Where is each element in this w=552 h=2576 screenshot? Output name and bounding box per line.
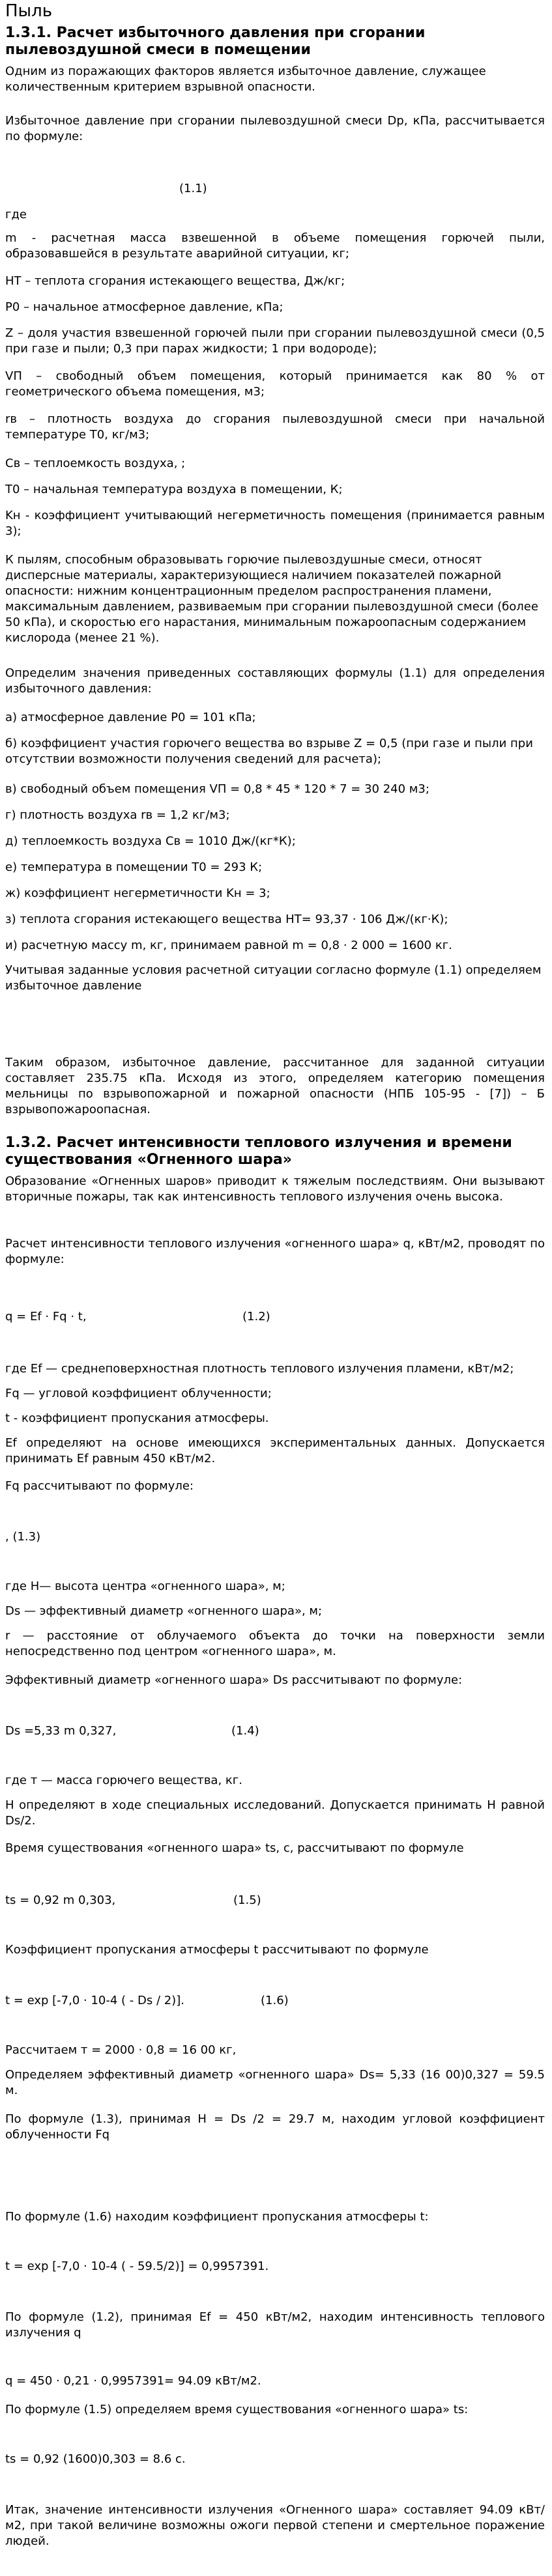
list-item: г) плотность воздуха rв = 1,2 кг/м3; xyxy=(5,808,230,822)
section-2-heading: 1.3.2. Расчет интенсивности теплового излучения и времени существования «Огненного шара» xyxy=(5,1135,512,1168)
definition-h: где H— высота центра «огненного шара», м; xyxy=(5,1579,285,1593)
paragraph: Таким образом, избыточное давление, рассчитанное для заданной ситуации составляет 235.75 кПа. Исходя из этого, определяем категорию помещения мельницы по взрывопожарной и пожарной опасности (НПБ 105-95 - [7]) – Б взрывопожароопасная. xyxy=(5,1056,545,1116)
paragraph: Избыточное давление при сгорании пылевоздушной смеси Dp, кПа, рассчитывается по формуле: xyxy=(5,114,545,143)
paragraph: Время существования «огненного шара» ts, c, рассчитывают по формуле xyxy=(5,1841,464,1855)
paragraph: Образование «Огненных шаров» приводит к тяжелым последствиям. Они вызывают вторичные пожары, так как интенсивность теплового излучения очень высока. xyxy=(5,1174,545,1204)
paragraph: По формуле (1.6) находим коэффициент пропускания атмосферы t: xyxy=(5,2210,429,2224)
formula-1-2: q = Ef · Fq · t, xyxy=(5,1310,87,1323)
definition-rho: rв – плотность воздуха до сгорания пылевоздушной смеси при начальной температуре T0, кг/м3; xyxy=(5,412,545,442)
definition-vp: VП – свободный объем помещения, который принимается как 80 % от геометрического объема помещения, м3; xyxy=(5,369,545,399)
definition-z: Z – доля участия взвешенной горючей пыли при сгорании пылевоздушной смеси (0,5 при газе и пыли; 0,3 при парах жидкости; 1 при водороде); xyxy=(5,326,545,356)
list-item: а) атмосферное давление P0 = 101 кПа; xyxy=(5,711,256,724)
formula-1-5: ts = 0,92 m 0,303, xyxy=(5,1893,116,1907)
paragraph: Одним из поражающих факторов является избыточное давление, служащее количественным критерием взрывной опасности. xyxy=(5,64,486,94)
paragraph: Расчет интенсивности теплового излучения «огненного шара» q, кВт/м2, проводят по формуле: xyxy=(5,1237,545,1266)
paragraph: Определяем эффективный диаметр «огненного шара» Ds= 5,33 (16 00)0,327 = 59.5 м. xyxy=(5,2068,545,2097)
calculation-tau: t = exp [-7,0 · 10-4 ( - 59.5/2)] = 0,9957391. xyxy=(5,2259,269,2273)
list-item: ж) коэффициент негерметичности Kн = 3; xyxy=(5,886,270,900)
paragraph: Определим значения приведенных составляющих формулы (1.1) для определения избыточного давления: xyxy=(5,666,545,696)
definition-m: m - расчетная масса взвешенной в объеме помещения горючей пыли, образовавшейся в результате аварийной ситуации, кг; xyxy=(5,231,545,261)
definition-r: r — расстояние от облучаемого объекта до точки на поверхности земли непосредственно под центром «огненного шара», м. xyxy=(5,1629,545,1658)
paragraph: К пылям, способным образовывать горючие пылевоздушные смеси, относят дисперсные материалы, характеризующиеся наличием показателей пожарной опасности: нижним концентрационным пределом распространения пламени, максимальным давлением, развиваемым при сгорании пылевоздушной смеси (более 50 кПа), и скоростью его нарастания, минимальным пожароопасным содержанием кислорода (менее 21 %). xyxy=(5,553,538,645)
paragraph: По формуле (1.5) определяем время существования «огненного шара» ts: xyxy=(5,2403,469,2416)
definition-ds: Ds — эффективный диаметр «огненного шара», м; xyxy=(5,1604,323,1618)
definition-kn: Kн - коэффициент учитывающий негерметичность помещения (принимается равным 3); xyxy=(5,509,545,538)
paragraph: Рассчитаем т = 2000 · 0,8 = 16 00 кг, xyxy=(5,2043,237,2057)
formula-number: (1.6) xyxy=(261,1994,289,2007)
list-item: з) теплота сгорания истекающего вещества HT= 93,37 · 106 Дж/(кг·К); xyxy=(5,913,448,926)
paragraph: Итак, значение интенсивности излучения «Огненного шара» составляет 94.09 кВт/м2, при такой величине возможны ожоги первой степени и смертельное поражение людей. xyxy=(5,2503,545,2548)
paragraph: Ef определяют на основе имеющихся экспериментальных данных. Допускается принимать Ef равным 450 кВт/м2. xyxy=(5,1436,545,1465)
formula-1-3: , (1.3) xyxy=(5,1530,41,1544)
formula-1-4: Ds =5,33 m 0,327, xyxy=(5,1724,117,1738)
paragraph: Коэффициент пропускания атмосферы t рассчитывают по формуле xyxy=(5,1943,429,1957)
definition-fq: Fq — угловой коэффициент облученности; xyxy=(5,1387,272,1400)
where-label: где xyxy=(5,208,27,221)
formula-number: (1.5) xyxy=(233,1893,261,1907)
paragraph: H определяют в ходе специальных исследований. Допускается принимать H равной Ds/2. xyxy=(5,1798,545,1828)
definition-p0: P0 – начальное атмосферное давление, кПа; xyxy=(5,300,283,314)
formula-1-6: t = exp [-7,0 · 10-4 ( - Ds / 2)]. xyxy=(5,1994,184,2007)
definition-t0: T0 – начальная температура воздуха в помещении, К; xyxy=(5,483,343,496)
list-item: и) расчетную массу m, кг, принимаем равной m = 0,8 · 2 000 = 1600 кг. xyxy=(5,939,452,952)
calculation-ts: ts = 0,92 (1600)0,303 = 8.6 c. xyxy=(5,2452,186,2466)
definition-mass: где т — масса горючего вещества, кг. xyxy=(5,1774,242,1787)
paragraph: По формуле (1.3), принимая H = Ds /2 = 29.7 м, находим угловой коэффициент облученности Fq xyxy=(5,2112,545,2142)
formula-number: (1.1) xyxy=(179,182,207,195)
list-item: в) свободный объем помещения VП = 0,8 * 45 * 120 * 7 = 30 240 м3; xyxy=(5,782,429,796)
paragraph: Учитывая заданные условия расчетной ситуации согласно формуле (1.1) определяем избыточное давление xyxy=(5,963,542,993)
paragraph: Fq рассчитывают по формуле: xyxy=(5,1479,194,1493)
formula-number: (1.2) xyxy=(242,1310,270,1323)
list-item: б) коэффициент участия горючего вещества во взрыве Z = 0,5 (при газе и пыли при отсутствии возможности получения сведений для расчета); xyxy=(5,737,533,766)
paragraph: Эффективный диаметр «огненного шара» Ds рассчитывают по формуле: xyxy=(5,1673,463,1687)
formula-number: (1.4) xyxy=(231,1724,259,1738)
definition-tau: t - коэффициент пропускания атмосферы. xyxy=(5,1411,269,1425)
definition-ef: где Ef — среднеповерхностная плотность теплового излучения пламени, кВт/м2; xyxy=(5,1362,514,1376)
definition-cv: Св – теплоемкость воздуха, ; xyxy=(5,457,186,470)
section-1-heading: 1.3.1. Расчет избыточного давления при сгорании пылевоздушной смеси в помещении xyxy=(5,25,426,58)
calculation-q: q = 450 · 0,21 · 0,9957391= 94.09 кВт/м2. xyxy=(5,2374,261,2388)
paragraph: По формуле (1.2), принимая Ef = 450 кВт/м2, находим интенсивность теплового излучения q xyxy=(5,2310,545,2340)
list-item: д) теплоемкость воздуха Св = 1010 Дж/(кг*К); xyxy=(5,834,296,848)
definition-ht: HT – теплота сгорания истекающего вещества, Дж/кг; xyxy=(5,274,345,288)
document-title: Пыль xyxy=(5,1,53,21)
list-item: е) температура в помещении T0 = 293 К; xyxy=(5,860,263,874)
